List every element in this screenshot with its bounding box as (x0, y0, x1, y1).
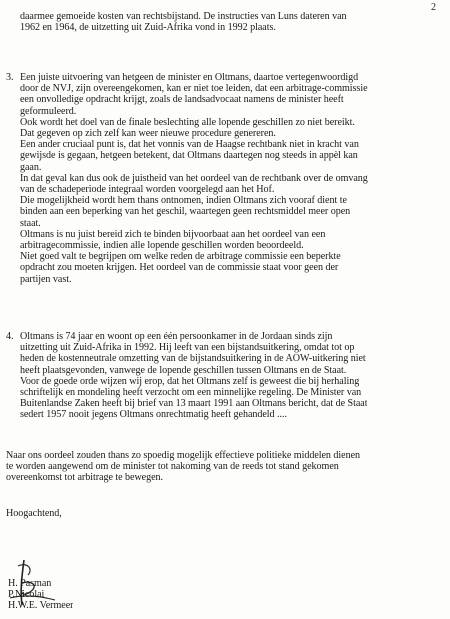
text-line: staat. (20, 217, 41, 229)
text-line: opdracht zou moeten krijgen. Het oordeel van de commissie staat voor geen der (20, 262, 339, 274)
text-line: Oltmans is 74 jaar en woont op een één persoonkamer in de Jordaan sinds zijn (20, 331, 333, 342)
text-line: uitzetting uit Zuid-Afrika in 1992. Hij leeft van een bijstandsuitkering, omdat tot op (20, 342, 355, 354)
section-4-number: 4. (6, 331, 14, 342)
text-line: heeft plaatsgevonden, vanwege de lopende geschillen tussen Oltmans en de Staat. (20, 364, 347, 376)
text-line: geformuleerd. (20, 105, 77, 117)
text-line: Ook wordt het doel van de finale beslechting alle lopende geschillen zo niet bereikt. (20, 116, 355, 128)
text-line: een onvolledige opdracht krijgt, zoals de landsadvocaat namens de minister heeft (20, 94, 344, 106)
text-line: binden aan een beperking van het geschil, waartegen geen rechtsmiddel meer open (20, 206, 351, 218)
salutation: Hoogachtend, (6, 508, 62, 519)
signatory-name: H. Pasman (8, 578, 52, 589)
text-line: schriftelijk en mondeling heeft verzocht om een minnelijke regeling. De Minister van (20, 387, 362, 399)
signatories (8, 578, 73, 612)
text-line: Niet goed valt te begrijpen om welke reden de arbitrage commissie een beperkte (20, 251, 341, 263)
text-line: In dat geval kan dus ook de juistheid van het oordeel van de rechtbank over de omvang (20, 172, 368, 184)
text-line: Buitenlandse Zaken heeft bij brief van 13 maart 1991 aan Oltmans bericht, dat de Staat (20, 398, 368, 410)
text-line: Oltmans is nu juist bereid zich te binden bijvoorbaat aan het oordeel van een (20, 228, 326, 240)
text-line: Die mogelijkheid wordt hem thans ontnomen, indien Oltmans zich vooraf dient te (20, 195, 347, 207)
signatory-name: H.W.E. Vermeer (8, 600, 74, 612)
text-line: Dat gegeven op zich zelf kan weer nieuwe procedure genereren. (20, 128, 276, 140)
text-line: arbitragecommissie, indien alle lopende geschillen worden beoordeeld. (20, 240, 304, 252)
section-3-number: 3. (6, 72, 14, 83)
text-line: Een ander cruciaal punt is, dat het vonnis van de Haagse rechtbank niet in kracht van (20, 139, 359, 151)
text-line: Naar ons oordeel zouden thans zo spoedig mogelijk effectieve politieke middelen dienen (6, 450, 361, 461)
text-line: heden de kostenneutrale omzetting van de bijstandsuitkering in de AOW-uitkering niet (20, 353, 366, 365)
text-line: Voor de goede orde wijzen wij erop, dat het Oltmans zelf is geweest die bij herhaling (20, 375, 360, 387)
text-line: overeenkomst tot arbitrage te bewegen. (6, 472, 164, 484)
text-line: partijen vast. (20, 273, 72, 285)
text-line: 1962 en 1964, de uitzetting uit Zuid-Afrika vond in 1992 plaats. (20, 22, 276, 34)
text-line: gaan. (20, 161, 42, 173)
text-line: door de NVJ, zijn overeengekomen, kan er niet toe leiden, dat een arbitrage-commissie (20, 83, 368, 95)
text-line: van de schadeperiode integraal worden voorgelegd aan het Hof. (20, 184, 275, 196)
text-line: Een juiste uitvoering van hetgeen de minister en Oltmans, daartoe vertegenwoordigd (20, 72, 359, 83)
text-line: gewijsde is gegaan, hetgeen betekent, dat Oltmans daartegen nog steeds in appèl kan (20, 150, 358, 162)
signatory-name: P.Nicolai (8, 589, 45, 601)
text-line: te worden aangewend om de minister tot nakoming van de reeds tot stand gekomen (6, 461, 339, 473)
page-number: 2 (431, 2, 436, 13)
text-line: daarmee gemoeide kosten van rechtsbijstand. De instructies van Luns dateren van (20, 11, 347, 22)
text-line: sedert 1957 nooit jegens Oltmans onrechtmatig heeft gehandeld .... (20, 409, 287, 421)
